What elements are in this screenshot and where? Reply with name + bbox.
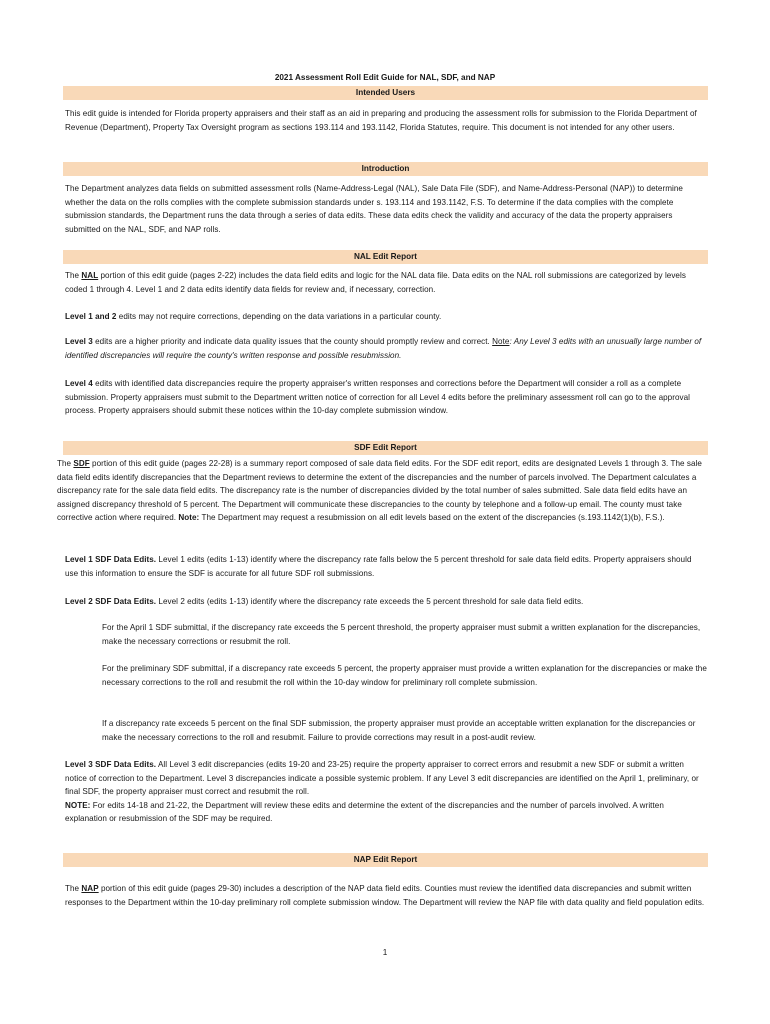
sdf-level-2-april-paragraph: For the April 1 SDF submittal, if the discrepancy rate exceeds the 5 percent threshold, the property appraiser must submit a written explanation for the discrepancies, make the necessary corrections or resubmit the roll. xyxy=(102,623,701,646)
page-number: 1 xyxy=(382,948,388,957)
sdf-level-2-preliminary-paragraph: For the preliminary SDF submittal, if a discrepancy rate exceeds 5 percent, the property appraiser must provide a written explanation for the discrepancies or make the necessary corrections to the roll and resubmit the roll within the 10-day window for preliminary roll complete submission. xyxy=(102,664,707,687)
sdf-intro-paragraph: The SDF portion of this edit guide (pages 22-28) is a summary report composed of sale data field edits. For the SDF edit report, edits are designated Levels 1 through 3. The sale data field edits identify discrepancies that the Department reviews to determine the extent of the discrepancies and the number of parcels involved. The Department calculates a discrepancy rate for the sale data field edits. The discrepancy rate is the number of discrepancies divided by the total number of sales submitted. Sale data field edits have an assigned discrepancy threshold of 5 percent. The Department will communicate these discrepancies to the county by telephone and a follow-up email. The county must take corrective action where required. Note: The Department may request a resubmission on all edit levels based on the extent of the discrepancies (s.193.1142(1)(b), F.S.). xyxy=(57,459,702,523)
sdf-level-2-paragraph: Level 2 SDF Data Edits. Level 2 edits (edits 1-13) identify where the discrepancy rate exceeds the 5 percent threshold for sale data field edits. xyxy=(65,597,584,606)
section-header-nal: NAL Edit Report xyxy=(63,250,708,264)
sdf-level-2-final-paragraph: If a discrepancy rate exceeds 5 percent on the final SDF submission, the property appraiser must provide an acceptable written explanation for the discrepancies or make the necessary corrections to the roll and resubmit. Failure to provide corrections may result in a post-audit review. xyxy=(102,719,696,742)
nal-level-1-2-paragraph: Level 1 and 2 edits may not require corrections, depending on the data variations in a particular county. xyxy=(65,312,442,321)
section-header-sdf: SDF Edit Report xyxy=(63,441,708,455)
nap-abbr: NAP xyxy=(81,884,99,893)
nal-abbr: NAL xyxy=(81,271,99,280)
nal-level-4-paragraph: Level 4 edits with identified data discrepancies require the property appraiser's written responses and corrections before the Department will consider a roll as a complete submission. Property appraisers must submit to the Department written notice of correction for all Level 4 edits before the preliminary assessment roll can go to the approval process. Property appraisers should submit these notices within the 10-day complete submission window. xyxy=(65,379,691,416)
section-header-intended-users: Intended Users xyxy=(63,86,708,100)
nal-intro-paragraph: The NAL portion of this edit guide (pages 2-22) includes the data field edits and logic for the NAL data file. Data edits on the NAL roll submissions are categorized by levels coded 1 through 4. Level 1 and 2 data edits identify data fields for review and, if necessary, correction. xyxy=(65,271,686,294)
intended-users-paragraph: This edit guide is intended for Florida property appraisers and their staff as an aid in preparing and producing the assessment rolls for submission to the Florida Department of Revenue (Department), Property Tax Oversight program as sections 193.114 and 193.1142, Florida Statutes, require. This document is not intended for any other users. xyxy=(65,109,697,132)
sdf-level-3-paragraph: Level 3 SDF Data Edits. All Level 3 edit discrepancies (edits 19-20 and 23-25) require the property appraiser to correct errors and resubmit a new SDF or submit a written notice of correction to the Department. Level 3 discrepancies indicate a possible systemic problem. If any Level 3 edit discrepancies are identified on the April 1, preliminary, or final SDF, the property appraiser must correct and resubmit the roll. NOTE: For edits 14-18 and 21-22, the Department will review these edits and determine the extent of the discrepancies and the number of parcels involved. A written explanation or resubmission of the SDF may be required. xyxy=(65,760,699,824)
nal-level-3-paragraph: Level 3 edits are a higher priority and indicate data quality issues that the county should promptly review and correct. Note: Any Level 3 edits with an unusually large number of identified discrepancies will require the county's written response and possible resubmission. xyxy=(65,337,702,360)
introduction-paragraph: The Department analyzes data fields on submitted assessment rolls (Name-Address-Legal (NAL), Sale Data File (SDF), and Name-Address-Personal (NAP)) to determine whether the data on the rolls complies with the complete submission standards under s. 193.114 and 193.1142, F.S. To determine if the data complies with the complete submission standards, the Department runs the data through a series of data edits. These data edits check the validity and accuracy of the data the property appraisers submitted on the NAL, SDF, and NAP rolls. xyxy=(65,184,683,234)
document-title: 2021 Assessment Roll Edit Guide for NAL, SDF, and NAP xyxy=(274,73,496,82)
sdf-level-1-paragraph: Level 1 SDF Data Edits. Level 1 edits (edits 1-13) identify where the discrepancy rate falls below the 5 percent threshold for sale data field edits. Property appraisers should use this information to ensure the SDF is accurate for all future SDF roll submissions. xyxy=(65,555,692,578)
sdf-abbr: SDF xyxy=(73,459,90,468)
section-header-introduction: Introduction xyxy=(63,162,708,176)
section-header-nap: NAP Edit Report xyxy=(63,853,708,867)
nap-intro-paragraph: The NAP portion of this edit guide (pages 29-30) includes a description of the NAP data field edits. Counties must review the identified data discrepancies and submit written responses to the Department within the 10-day preliminary roll complete submission window. The Department will review the NAP file with data quality and field population edits. xyxy=(65,884,705,907)
